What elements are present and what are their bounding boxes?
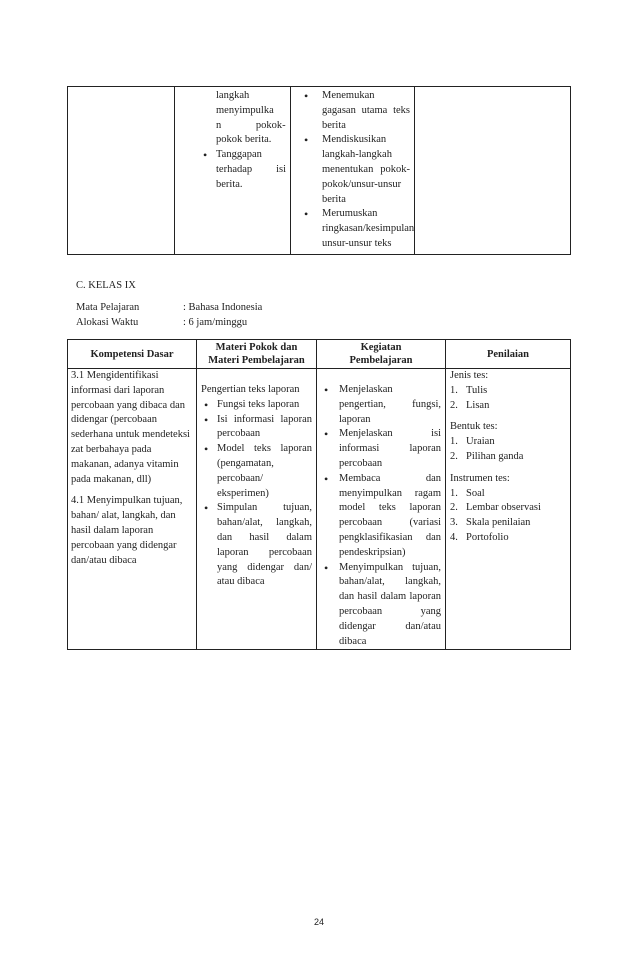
table-cell-penilaian <box>415 87 571 255</box>
continuation-line: langkah <box>216 90 250 101</box>
list-item: • Menyimpulkan tujuan, bahan/alat, langkah, dan hasil dalam laporan percobaan yang didengar dan/atau dibaca <box>321 561 441 650</box>
list-item: • Isi informasi laporan percobaan <box>201 413 312 443</box>
continuation-line: menyimpulka <box>216 104 274 116</box>
continuation-line: n pokok- <box>216 119 286 131</box>
header-penilaian: Penilaian <box>446 340 571 369</box>
cell-kompetensi-dasar <box>68 369 197 650</box>
list-item: • Menjelaskan isi informasi laporan percobaan <box>321 427 441 471</box>
list-item: 1. Soal <box>450 487 485 499</box>
time-label: Alokasi Waktu <box>76 317 139 328</box>
cell-kegiatan <box>317 369 446 650</box>
list-item: • Simpulan tujuan, bahan/alat, langkah, dan hasil dalam laporan percobaan yang didengar dan/ atau dibaca <box>201 501 312 590</box>
list-item: 2. Lembar observasi <box>450 502 541 514</box>
table-row <box>68 87 571 255</box>
list-item: • Merumuskan ringkasan/kesimpulan unsur-unsur teks <box>301 207 410 251</box>
subject-label: Mata Pelajaran <box>76 302 140 313</box>
materi-title: Pengertian teks laporan <box>201 384 300 395</box>
table-cell-materi <box>175 87 291 255</box>
time-allocation-row <box>76 316 262 331</box>
subject-meta <box>76 301 262 331</box>
list-item: 4. Portofolio <box>450 531 509 543</box>
page-number: 24 <box>313 917 324 927</box>
time-value: : 6 jam/minggu <box>183 317 248 328</box>
header-materi: Materi Pokok dan Materi Pembelajaran <box>197 340 317 369</box>
bentuk-tes-label: Bentuk tes: <box>450 421 498 433</box>
list-item: 2. Lisan <box>450 399 490 411</box>
continuation-line: pokok berita. <box>216 134 272 146</box>
table-cell-kd <box>68 87 175 255</box>
list-item: • Tanggapan terhadap isi berita. <box>200 148 286 192</box>
cell-materi <box>197 369 317 650</box>
syllabus-table <box>67 339 571 650</box>
list-item: 2. Pilihan ganda <box>450 450 524 462</box>
table-row <box>68 369 571 650</box>
table-cell-kegiatan <box>291 87 415 255</box>
list-item: • Menemukan gagasan utama teks berita <box>301 89 410 133</box>
instrumen-tes-label: Instrumen tes: <box>450 472 510 484</box>
kd-4-1: 4.1 Menyimpulkan tujuan, bahan/ alat, langkah, dan hasil dalam laporan percobaan yang didengar dan/atau dibaca <box>71 495 183 566</box>
kd-3-1: 3.1 Mengidentifikasi informasi dari laporan percobaan yang dibaca dan didengar (percobaan sederhana untuk mendeteksi zat berbahaya pada makanan, adanya vitamin pada makanan, dll) <box>71 370 190 485</box>
section-heading: C. KELAS IX <box>76 280 136 291</box>
jenis-tes-label: Jenis tes: <box>450 370 489 381</box>
list-item: • Membaca dan menyimpulkan ragam model teks laporan percobaan (variasi pengklasifikasian dan pendeskripsian) <box>321 472 441 561</box>
list-item: 1. Tulis <box>450 384 488 396</box>
list-item: 3. Skala penilaian <box>450 517 531 529</box>
list-item: • Mendiskusikan langkah-langkah menentukan pokok-pokok/unsur-unsur berita <box>301 133 410 207</box>
subject-row <box>76 301 262 316</box>
table-header-row <box>68 340 571 369</box>
list-item: • Menjelaskan pengertian, fungsi, laporan <box>321 383 441 427</box>
header-kegiatan: Kegiatan Pembelajaran <box>317 340 446 369</box>
previous-table-continuation <box>67 86 571 255</box>
cell-penilaian <box>446 369 571 650</box>
subject-value: : Bahasa Indonesia <box>183 302 263 313</box>
list-item: 1. Uraian <box>450 436 495 448</box>
header-kompetensi-dasar: Kompetensi Dasar <box>68 340 197 369</box>
list-item: • Fungsi teks laporan <box>201 398 312 413</box>
list-item: • Model teks laporan (pengamatan, percobaan/ eksperimen) <box>201 442 312 501</box>
